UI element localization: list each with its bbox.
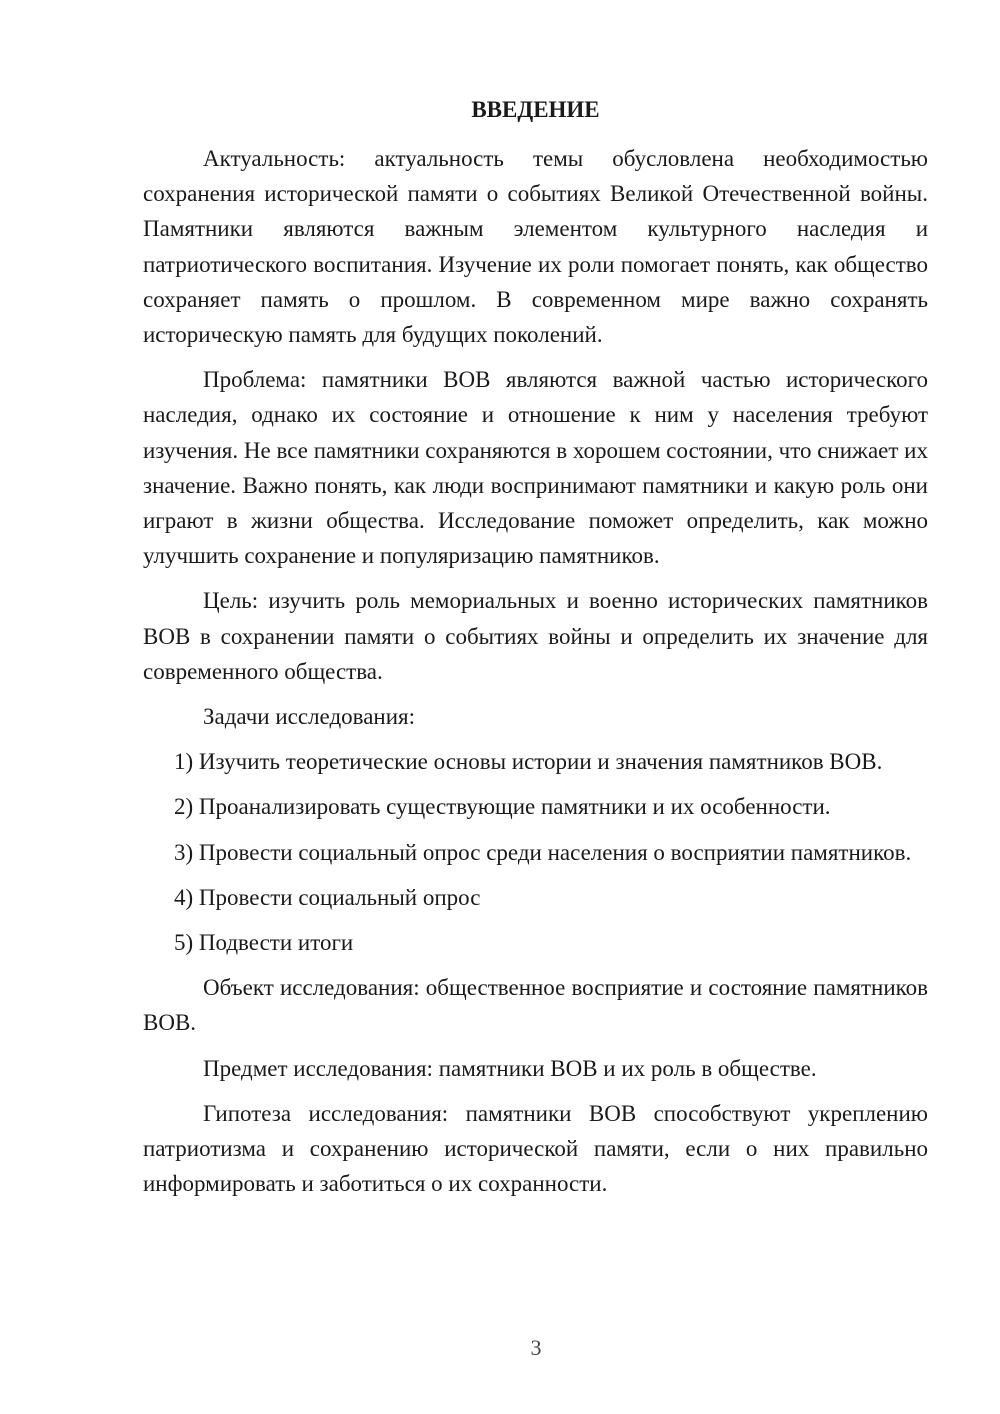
task-item-5: 5) Подвести итоги (174, 930, 354, 956)
paragraph-goal: Цель: изучить роль мемориальных и военно исторических памятников ВОВ в сохранении памяти о событиях войны и определить их значение для современного общества. (143, 588, 928, 684)
paragraph-problem: Проблема: памятники ВОВ являются важной частью исторического наследия, однако их состояние и отношение к ним у населения требуют изучения. Не все памятники сохраняются в хорошем состоянии, что снижает их значение. Важно понять, как люди воспринимают памятники и какую роль они играют в жизни общества. Исследование поможет определить, как можно улучшить сохранение и популяризацию памятников. (143, 367, 928, 569)
document-body (143, 141, 928, 1201)
task-item-4: 4) Провести социальный опрос (174, 884, 481, 910)
task-item-2: 2) Проанализировать существующие памятники и их особенности. (174, 794, 831, 820)
page-title: ВВЕДЕНИЕ (471, 97, 600, 122)
task-item-3: 3) Провести социальный опрос среди населения о восприятии памятников. (174, 839, 912, 865)
paragraph-subject: Предмет исследования: памятники ВОВ и их роль в обществе. (203, 1055, 817, 1081)
task-item-1: 1) Изучить теоретические основы истории и значения памятников ВОВ. (174, 749, 883, 775)
tasks-heading: Задачи исследования: (203, 704, 416, 730)
paragraph-hypothesis: Гипотеза исследования: памятники ВОВ способствуют укреплению патриотизма и сохранению исторической памяти, если о них правильно информировать и заботиться о их сохранности. (143, 1100, 928, 1197)
paragraph-object: Объект исследования: общественное восприятие и состояние памятников ВОВ. (143, 975, 928, 1036)
paragraph-relevance: Актуальность: актуальность темы обусловлена необходимостью сохранения исторической памяти о событиях Великой Отечественной войны. Памятники являются важным элементом культурного наследия и патриотического воспитания. Изучение их роли помогает понять, как общество сохраняет память о прошлом. В современном мире важно сохранять историческую память для будущих поколений. (143, 146, 928, 348)
page-number: 3 (530, 1335, 542, 1360)
